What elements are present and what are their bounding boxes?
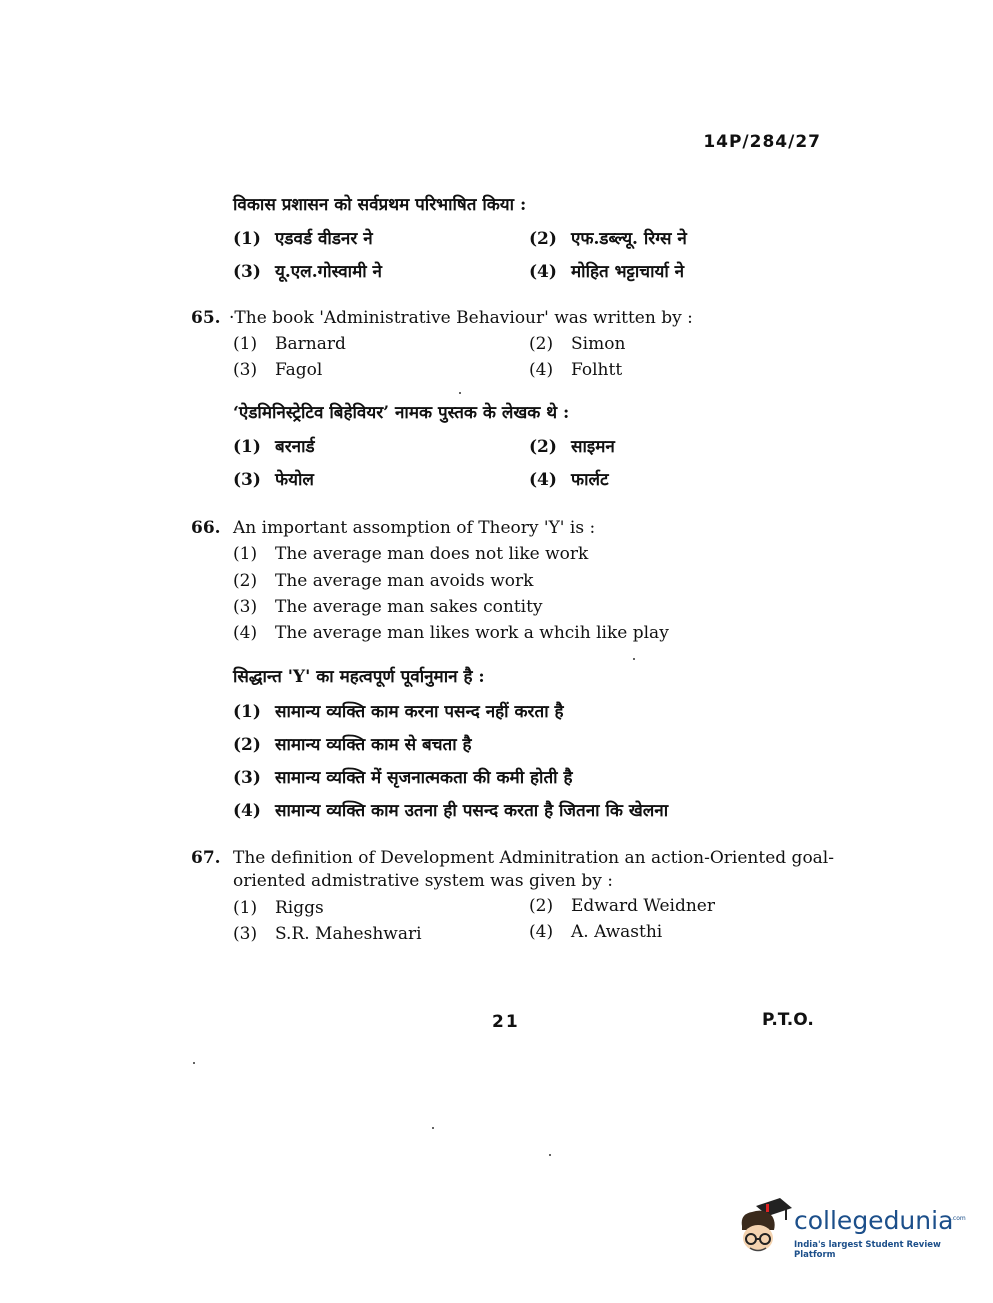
option-text: एफ.डब्ल्यू. रिग्स ने [571,229,687,249]
option-text: सामान्य व्यक्ति काम करना पसन्द नहीं करता है [275,702,564,722]
option-text: S.R. Maheshwari [275,924,422,944]
q66-hindi-option-2 [233,732,472,755]
q65-hindi-option-2 [529,434,615,457]
q64-hindi-option-3 [233,259,382,282]
logo-wordmark: collegedunia [794,1206,954,1235]
option-text: The average man likes work a whcih like play [275,623,669,643]
option-number: (1) [233,437,261,457]
option-text: The average man sakes contity [275,597,543,617]
option-number: (1) [233,229,261,249]
option-number: (3) [233,768,261,788]
q67-option-1 [233,898,324,918]
option-number: (1) [233,544,258,564]
option-number: (4) [233,801,261,821]
q66-question: An important assomption of Theory 'Y' is : [233,518,596,538]
q65-hindi-question: ‘ऐडमिनिस्ट्रेटिव बिहेवियर’ नामक पुस्तक के लेखक थे : [233,403,570,423]
option-text: फार्लट [571,470,609,490]
q66-number: 66. [191,518,221,538]
option-text: Riggs [275,898,324,918]
q66-option-3 [233,597,543,617]
q67-number: 67. [191,848,221,868]
option-number: (2) [529,334,554,354]
option-text: एडवर्ड वीडनर ने [275,229,373,249]
option-number: (3) [233,360,258,380]
option-text: सामान्य व्यक्ति में सृजनात्मकता की कमी होती है [275,768,573,788]
option-text: यू.एल.गोस्वामी ने [275,262,382,282]
q65-hindi-option-4 [529,467,609,490]
option-number: (1) [233,334,258,354]
logo-suffix: .com [951,1215,966,1222]
option-number: (3) [233,470,261,490]
option-number: (1) [233,898,258,918]
option-number: (2) [529,437,557,457]
scan-speck [549,1154,551,1156]
q65-number: 65. [191,308,221,328]
q64-hindi-option-2 [529,226,687,249]
q66-hindi-question: सिद्धान्त 'Y' का महत्वपूर्ण पूर्वानुमान है : [233,667,485,687]
paper-code: 14P/284/27 [703,132,821,152]
q67-option-3 [233,924,422,944]
option-number: (4) [529,470,557,490]
option-number: (3) [233,597,258,617]
option-text: साइमन [571,437,615,457]
option-text: The average man avoids work [275,571,534,591]
collegedunia-logo[interactable] [736,1196,964,1262]
q65-hindi-option-3 [233,467,314,490]
option-number: (2) [233,571,258,591]
option-text: बरनार्ड [275,437,315,457]
q65-question: ·The book 'Administrative Behaviour' was written by : [229,308,693,328]
option-number: (2) [529,896,554,916]
scan-speck [432,1127,434,1129]
q66-hindi-option-4 [233,798,668,821]
q64-hindi-option-4 [529,259,684,282]
option-text: Folhtt [571,360,623,380]
q65-option-2 [529,334,625,354]
option-number: (4) [529,262,557,282]
mascot-icon [736,1196,792,1258]
q67-option-2 [529,896,715,916]
option-number: (4) [233,623,258,643]
option-number: (3) [233,924,258,944]
q65-option-4 [529,360,622,380]
option-text: Barnard [275,334,346,354]
q66-option-2 [233,571,533,591]
option-number: (4) [529,360,554,380]
scan-speck [633,658,635,660]
option-number: (3) [233,262,261,282]
option-text: Edward Weidner [571,896,715,916]
option-text: Simon [571,334,626,354]
option-text: The average man does not like work [275,544,589,564]
option-text: A. Awasthi [571,922,663,942]
q66-hindi-option-3 [233,765,572,788]
q67-question-line-1: The definition of Development Adminitration an action-Oriented goal- [233,848,834,868]
q65-option-1 [233,334,346,354]
option-text: Fagol [275,360,323,380]
scan-speck [193,1062,195,1064]
option-text: मोहित भट्टाचार्या ने [571,262,685,282]
option-number: (1) [233,702,261,722]
option-number: (2) [233,735,261,755]
q67-option-4 [529,922,662,942]
q65-hindi-option-1 [233,434,315,457]
option-text: सामान्य व्यक्ति काम से बचता है [275,735,472,755]
option-text: फेयोल [275,470,314,490]
q64-hindi-option-1 [233,226,373,249]
q66-option-4 [233,623,669,643]
q66-option-1 [233,544,588,564]
option-number: (2) [529,229,557,249]
scan-speck [459,392,461,394]
option-number: (4) [529,922,554,942]
page-number: 21 [492,1012,520,1032]
logo-tagline: India's largest Student Review Platform [794,1240,941,1260]
pto-label: P.T.O. [762,1010,814,1030]
q67-question-line-2: oriented admistrative system was given by : [233,871,613,891]
q64-hindi-question: विकास प्रशासन को सर्वप्रथम परिभाषित किया : [233,195,527,215]
q65-option-3 [233,360,322,380]
q66-hindi-option-1 [233,699,564,722]
option-text: सामान्य व्यक्ति काम उतना ही पसन्द करता है जितना कि खेलना [275,801,669,821]
